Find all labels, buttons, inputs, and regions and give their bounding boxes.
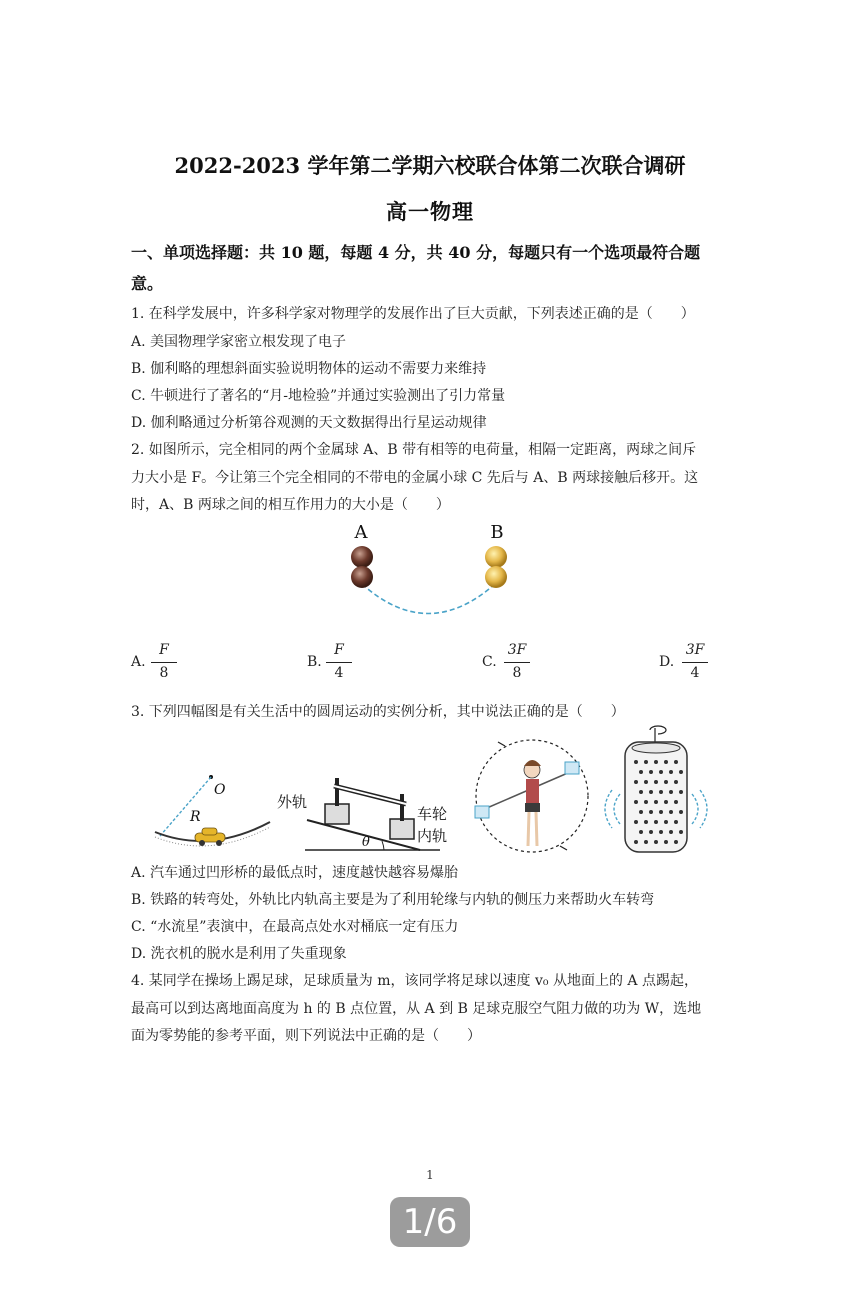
question-1-stem: 1. 在科学发展中，许多科学家对物理学的发展作出了巨大贡献，下列表述正确的是（ ）: [131, 306, 695, 322]
drum-hole: [644, 820, 648, 824]
fraction-numerator: 3F: [685, 642, 705, 658]
fraction-numerator: F: [334, 642, 344, 658]
drum-hole: [644, 800, 648, 804]
drum-hole: [669, 790, 673, 794]
drum-hole: [649, 810, 653, 814]
direction-arrow: [560, 846, 567, 850]
concave-bridge-panel: [155, 775, 270, 846]
drum-hole: [639, 790, 643, 794]
drum-hole: [654, 800, 658, 804]
bucket-right: [565, 762, 579, 774]
section-heading: 一、单项选择题：共 10 题，每题 4 分，共 40 分，每题只有一个选项最符合题: [131, 243, 701, 262]
wheel-label: 车轮: [417, 805, 448, 823]
drum-hole: [664, 780, 668, 784]
performer-skirt: [525, 803, 540, 812]
question-3-option-b: B. 铁路的转弯处，外轨比内轨高主要是为了利用轮缘与内轨的侧压力来帮助火车转弯: [131, 892, 655, 908]
radius-line: [160, 777, 211, 836]
performer-hair: [524, 760, 541, 766]
sphere-a-lower: [351, 566, 373, 588]
water-spray-right: [692, 794, 698, 824]
drum-hole: [654, 840, 658, 844]
fraction-denominator: 8: [512, 665, 522, 681]
drum-hole: [634, 840, 638, 844]
fraction-bar: [326, 662, 352, 663]
question-2-option-a-fraction: [147, 642, 181, 681]
drum-hole: [679, 830, 683, 834]
question-2-option-b-fraction: [322, 642, 356, 681]
drum-hole: [674, 780, 678, 784]
drum-hole: [679, 810, 683, 814]
drum-top: [632, 743, 680, 753]
fraction-denominator: 4: [690, 665, 700, 681]
sphere-b-lower: [485, 566, 507, 588]
drum-hole: [644, 840, 648, 844]
question-1-option-d: D. 伽利略通过分析第谷观测的天文数据得出行星运动规律: [131, 415, 487, 431]
question-3-option-d: D. 洗衣机的脱水是利用了失重现象: [131, 946, 347, 962]
fraction-bar: [682, 662, 708, 663]
drum-hole: [664, 760, 668, 764]
drum-hole: [639, 830, 643, 834]
drum-hole: [639, 770, 643, 774]
water-spray-left: [605, 790, 612, 828]
drum-hole: [659, 770, 663, 774]
question-2-option-b-letter: B.: [307, 654, 322, 670]
sphere-b-upper: [485, 546, 507, 568]
drum-hole: [669, 770, 673, 774]
question-3-option-a: A. 汽车通过凹形桥的最低点时，速度越快越容易爆胎: [131, 865, 459, 881]
drum-hole: [674, 760, 678, 764]
drum-hole: [639, 810, 643, 814]
drum-hole: [634, 780, 638, 784]
question-2-option-c-letter: C.: [482, 654, 497, 670]
bucket-left: [475, 806, 489, 818]
drum-hole: [669, 810, 673, 814]
center-label-o: O: [214, 782, 226, 798]
question-4-stem-end: 面为零势能的参考平面，则下列说法中正确的是（ ）: [131, 1028, 481, 1044]
water-spray-left: [614, 794, 620, 824]
drum-hole: [634, 800, 638, 804]
charged-spheres-figure: [330, 518, 530, 618]
question-2-option-d-letter: D.: [659, 654, 675, 670]
drum-hole: [634, 820, 638, 824]
question-1-option-c: C. 牛顿进行了著名的“月-地检验”并通过实验测出了引力常量: [131, 388, 506, 404]
drum-body: [625, 742, 687, 852]
drum-hole: [644, 780, 648, 784]
drum-hole: [649, 830, 653, 834]
rotation-arrow: [650, 726, 666, 734]
document-subject: 高一物理: [386, 199, 474, 224]
drum-hole: [664, 840, 668, 844]
page-number: 1: [426, 1168, 434, 1182]
performer-leg: [536, 812, 537, 846]
drum-hole: [664, 800, 668, 804]
angle-arc: [382, 841, 384, 850]
drum-hole: [679, 770, 683, 774]
drum-hole: [679, 790, 683, 794]
sphere-a-upper: [351, 546, 373, 568]
question-2-option-d-fraction: [678, 642, 712, 681]
direction-arrow: [498, 742, 505, 746]
drum-hole: [669, 830, 673, 834]
car-wheel: [216, 840, 222, 846]
question-4-stem-cont: 最高可以到达离地面高度为 h 的 B 点位置，从 A 到 B 足球克服空气阻力做的功为 W，选地: [131, 1001, 702, 1017]
drum-hole: [654, 820, 658, 824]
question-2-option-a-letter: A.: [131, 654, 146, 670]
sphere-b-label: B: [490, 522, 504, 543]
fraction-numerator: F: [159, 642, 169, 658]
fraction-numerator: 3F: [507, 642, 527, 658]
sphere-a-label: A: [354, 522, 368, 543]
banked-railway-panel: [277, 778, 447, 850]
drum-hole: [654, 760, 658, 764]
drum-hole: [644, 760, 648, 764]
water-meteor-panel: [475, 740, 588, 852]
question-2-stem: 2. 如图所示，完全相同的两个金属球 A、B 带有相等的电荷量，相隔一定距离，两球之间斥: [131, 442, 697, 458]
question-2-option-c-fraction: [500, 642, 534, 681]
axle-bar-inner: [334, 786, 406, 804]
question-1-option-b: B. 伽利略的理想斜面实验说明物体的运动不需要力来维持: [131, 361, 487, 377]
question-4-stem: 4. 某同学在操场上踢足球，足球质量为 m，该同学将足球以速度 v₀ 从地面上的 A 点踢起，: [131, 973, 698, 989]
inner-wheel: [390, 819, 414, 839]
drum-hole: [674, 840, 678, 844]
car-wheel: [199, 840, 205, 846]
angle-label-theta: θ: [362, 835, 370, 850]
drum-hole: [664, 820, 668, 824]
drum-hole: [659, 810, 663, 814]
question-1-option-a: A. 美国物理学家密立根发现了电子: [131, 334, 347, 350]
document-title: 2022-2023 学年第二学期六校联合体第二次联合调研: [174, 153, 686, 178]
drum-hole: [674, 800, 678, 804]
circular-motion-figures: [150, 724, 720, 856]
connecting-thread: [362, 584, 495, 614]
outer-rail-label: 外轨: [277, 793, 308, 811]
fraction-bar: [151, 662, 177, 663]
washing-drum-panel: [605, 726, 707, 852]
outer-wheel: [325, 804, 349, 824]
performer-body: [526, 779, 539, 803]
section-heading-cont: 意。: [131, 274, 164, 293]
performer-leg: [528, 812, 529, 846]
question-2-stem-end: 时，A、B 两球之间的相互作用力的大小是（ ）: [131, 497, 450, 513]
page-indicator[interactable]: 1/6: [390, 1197, 470, 1247]
fraction-bar: [504, 662, 530, 663]
drum-hole: [654, 780, 658, 784]
drum-hole: [674, 820, 678, 824]
drum-hole: [634, 760, 638, 764]
drum-hole: [659, 790, 663, 794]
drum-hole: [649, 770, 653, 774]
fraction-denominator: 8: [159, 665, 169, 681]
car-cabin: [202, 828, 217, 835]
fraction-denominator: 4: [334, 665, 344, 681]
drum-hole: [649, 790, 653, 794]
question-3-stem: 3. 下列四幅图是有关生活中的圆周运动的实例分析，其中说法正确的是（ ）: [131, 704, 625, 720]
radius-label-r: R: [190, 809, 201, 825]
question-3-option-c: C. “水流星”表演中，在最高点处水对桶底一定有压力: [131, 919, 459, 935]
inner-rail-label: 内轨: [417, 827, 448, 845]
water-spray-right: [700, 790, 707, 828]
drum-hole: [659, 830, 663, 834]
question-2-stem-cont: 力大小是 F。今让第三个完全相同的不带电的金属小球 C 先后与 A、B 两球接触后移开。这: [131, 470, 699, 486]
